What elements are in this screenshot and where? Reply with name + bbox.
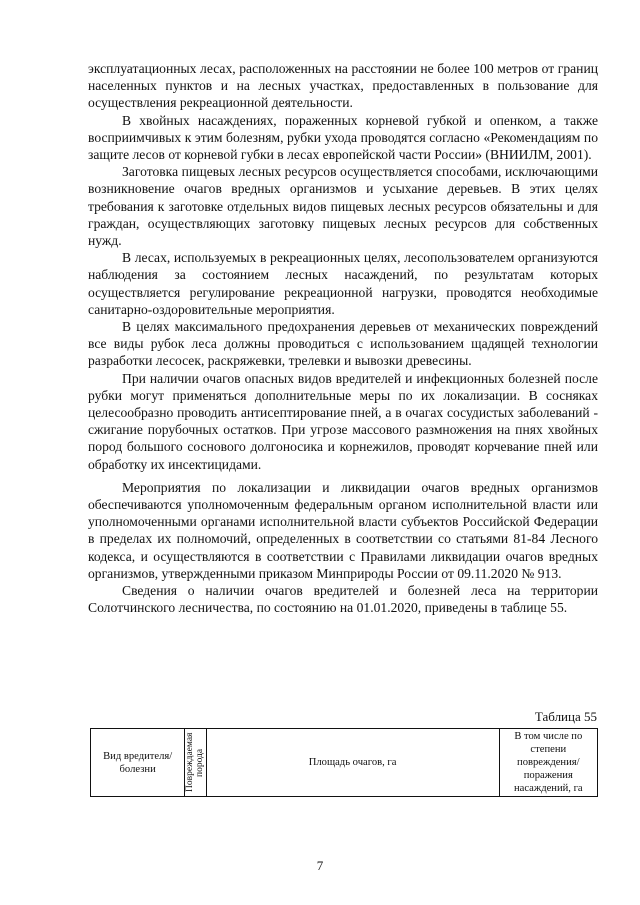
paragraph-3: Заготовка пищевых лесных ресурсов осуществляется способами, исключающими возникновение очагов вредных организмов и усыхание деревьев. В этих целях требования к заготовке отдельных видов пищевых лесных ресурсов обязательны и для граждан, осуществляющих заготовку пищевых лесных ресурсов для собственных нужд. [88, 164, 598, 249]
paragraph-8: Сведения о наличии очагов вредителей и болезней леса на территории Солотчинского лесничества, по состоянию на 01.01.2020, приведены в таблице 55. [88, 583, 598, 616]
body-text [88, 60, 598, 617]
paragraph-6: При наличии очагов опасных видов вредителей и инфекционных болезней после рубки могут применяться дополнительные меры по их локализации. В сосняках целесообразно проводить антисептирование пней, а в очагах сосудистых заболеваний - сжигание порубочных остатков. При угрозе массового размножения на пнях хвойных пород большого соснового долгоносика и корнежилов, проводят корчевание пней или обработку их инсектицидами. [88, 370, 598, 472]
header-damaged-breed-label: Повреждаемая порода [185, 732, 206, 792]
paragraph-7: Мероприятия по локализации и ликвидации очагов вредных организмов обеспечиваются уполномоченным федеральным органом исполнительной власти или уполномоченными органами исполнительной власти субъектов Российской Федерации в пределах их полномочий, определенных в соответствии со статьями 81-84 Лесного кодекса, и осуществляются в соответствии с Правилами ликвидации очагов вредных организмов, утвержденными приказом Минприроды России от 09.11.2020 № 913. [88, 479, 598, 581]
page-number: 7 [316, 858, 324, 873]
header-foci-area: Площадь очагов, га [206, 729, 499, 797]
table-caption: Таблица 55 [534, 709, 597, 724]
header-pest-type: Вид вредителя/болезни [91, 729, 185, 797]
paragraph-4: В лесах, используемых в рекреационных целях, лесопользователем организуются наблюдения за состоянием лесных насаждений, по результатам которых осуществляется регулирование рекреационной нагрузки, проводятся необходимые санитарно-оздоровительные мероприятия. [88, 250, 598, 317]
pest-foci-table [90, 728, 598, 797]
header-damage-degree: В том числе по степени повреждения/поражения насаждений, га [499, 729, 597, 797]
paragraph-5: В целях максимального предохранения деревьев от механических повреждений все виды рубок леса должны проводиться с использованием щадящей технологии разработки лесосек, раскряжевки, трелевки и вывозки древесины. [88, 319, 598, 369]
table-header-row [91, 729, 598, 797]
header-damaged-breed [185, 729, 206, 797]
paragraph-2: В хвойных насаждениях, пораженных корневой губкой и опенком, а также восприимчивых к этим болезням, рубки ухода проводятся согласно «Рекомендациям по защите лесов от корневой губки в лесах европейской части России» (ВНИИЛМ, 2001). [88, 112, 598, 163]
paragraph-1: эксплуатационных лесах, расположенных на расстоянии не более 100 метров от границ населенных пунктов и на лесных участках, предоставленных в пользование для осуществления рекреационной деятельности. [88, 61, 598, 111]
